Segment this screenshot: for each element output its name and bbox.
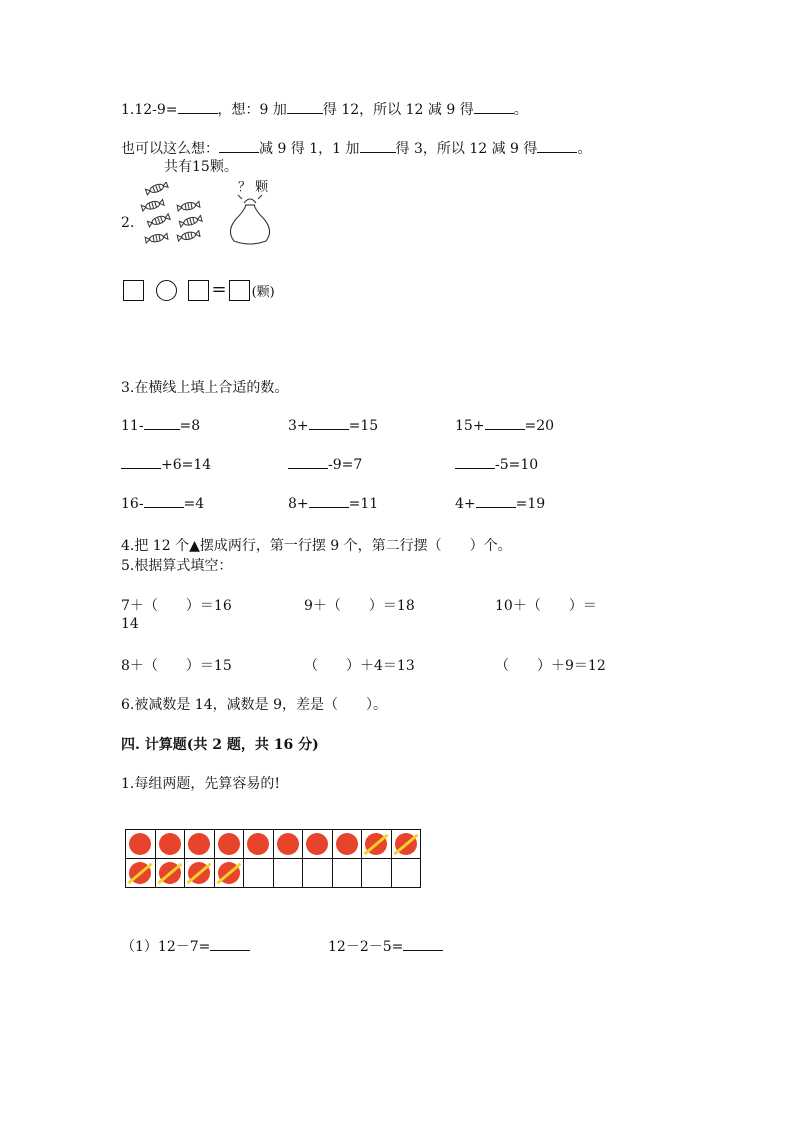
section4-q1-title: 1.每组两题，先算容易的! [121, 776, 280, 792]
grid-cell [273, 830, 303, 859]
q3-item: 8+ =11 [288, 496, 379, 512]
equals-sign: = [211, 279, 227, 300]
candy-icon [145, 182, 168, 195]
counter-dot [277, 833, 299, 855]
grid-cell [244, 830, 274, 859]
grid-cell [362, 859, 392, 888]
q3-item: 3+ =15 [288, 418, 379, 434]
q2-equation-boxes [123, 279, 275, 301]
candy-icon [147, 213, 170, 227]
answer-blank[interactable] [144, 495, 184, 508]
answer-blank[interactable] [178, 101, 218, 114]
grid-cell [155, 830, 185, 859]
q5-item: 9＋（ ）＝18 [304, 598, 415, 614]
unit-label: (颗) [251, 284, 275, 300]
counter-dot [188, 833, 210, 855]
candy-icon [177, 201, 200, 212]
q3-item: 16- =4 [121, 496, 205, 512]
grid-cell [244, 859, 274, 888]
q2-number: 2. [121, 215, 135, 231]
q5-item-wrap: 14 [121, 616, 139, 632]
crossed-counter-dot [159, 862, 181, 884]
answer-box[interactable] [229, 280, 250, 301]
grid-cell [391, 859, 421, 888]
grid-cell [155, 859, 185, 888]
q5-item: （ ）＋9＝12 [495, 658, 606, 674]
q1-line2: 也可以这么想： 减 9 得 1，1 加 得 3，所以 12 减 9 得 。 [121, 141, 592, 157]
answer-blank[interactable] [476, 495, 516, 508]
q2-caption-total: 共有15颗。 [164, 159, 238, 175]
q5-title: 5.根据算式填空： [121, 558, 233, 574]
crossed-counter-dot [129, 862, 151, 884]
q3-item: +6=14 [121, 456, 211, 473]
answer-blank[interactable] [485, 417, 525, 430]
q3-item: -5=10 [455, 456, 538, 473]
answer-blank[interactable] [474, 101, 514, 114]
candy-icon [179, 215, 202, 227]
answer-blank[interactable] [455, 456, 495, 469]
ten-frame-grid [125, 829, 421, 888]
counter-dot [336, 833, 358, 855]
counter-dot [247, 833, 269, 855]
answer-blank[interactable] [287, 101, 323, 114]
q5-item: 7＋（ ）＝16 [121, 598, 232, 614]
answer-box[interactable] [123, 280, 144, 301]
answer-blank[interactable] [537, 140, 577, 153]
q4-text: 4.把 12 个▲摆成两行，第一行摆 9 个，第二行摆（ ）个。 [121, 538, 512, 554]
q3-item: 15+ =20 [455, 418, 555, 434]
counter-dot [129, 833, 151, 855]
q5-item: （ ）＋4＝13 [304, 658, 415, 674]
grid-cell [391, 830, 421, 859]
answer-blank[interactable] [309, 417, 349, 430]
grid-cell [303, 859, 333, 888]
q3-title: 3.在横线上填上合适的数。 [121, 380, 289, 396]
crossed-counter-dot [218, 862, 240, 884]
q5-item: 8＋（ ）＝15 [121, 658, 232, 674]
answer-blank[interactable] [288, 456, 328, 469]
answer-box[interactable] [188, 280, 209, 301]
counter-dot [218, 833, 240, 855]
grid-cell [214, 830, 244, 859]
candy-icon [141, 199, 164, 211]
grid-cell [362, 830, 392, 859]
candy-bag-icon [226, 193, 274, 247]
answer-blank[interactable] [144, 417, 180, 430]
equation-1: （1）12－7= [121, 936, 250, 956]
grid-cell [332, 859, 362, 888]
crossed-counter-dot [395, 833, 417, 855]
grid-cell [214, 859, 244, 888]
grid-cell [126, 830, 156, 859]
crossed-counter-dot [188, 862, 210, 884]
candy-icon [145, 233, 168, 244]
candy-group-illustration [138, 182, 208, 248]
q5-item: 10＋（ ）＝ [495, 598, 597, 614]
section-heading: 四. 计算题(共 2 题，共 16 分) [121, 737, 319, 753]
answer-blank[interactable] [309, 495, 349, 508]
grid-cell [332, 830, 362, 859]
counter-dot [159, 833, 181, 855]
crossed-counter-dot [365, 833, 387, 855]
grid-cell [185, 830, 215, 859]
candy-icon [177, 230, 200, 241]
operator-circle[interactable] [156, 280, 177, 301]
q2-caption-unknown: ？ 颗 [238, 180, 269, 195]
answer-blank[interactable] [360, 140, 396, 153]
grid-cell [126, 859, 156, 888]
q6-text: 6.被减数是 14，减数是 9，差是（ ）。 [121, 697, 387, 713]
grid-cell [185, 859, 215, 888]
answer-blank[interactable] [219, 140, 259, 153]
q3-item: -9=7 [288, 456, 362, 473]
q1-line1: 1.12-9= ，想：9 加 得 12，所以 12 减 9 得 。 [121, 102, 528, 118]
grid-row [126, 859, 421, 888]
grid-cell [273, 859, 303, 888]
equation-2: 12－2－5= [328, 936, 443, 956]
grid-row [126, 830, 421, 859]
q3-item: 11- =8 [121, 418, 201, 434]
answer-blank[interactable] [121, 456, 161, 469]
answer-blank[interactable] [403, 938, 443, 951]
answer-blank[interactable] [210, 938, 250, 951]
counter-dot [306, 833, 328, 855]
q3-item: 4+ =19 [455, 496, 546, 512]
grid-cell [303, 830, 333, 859]
